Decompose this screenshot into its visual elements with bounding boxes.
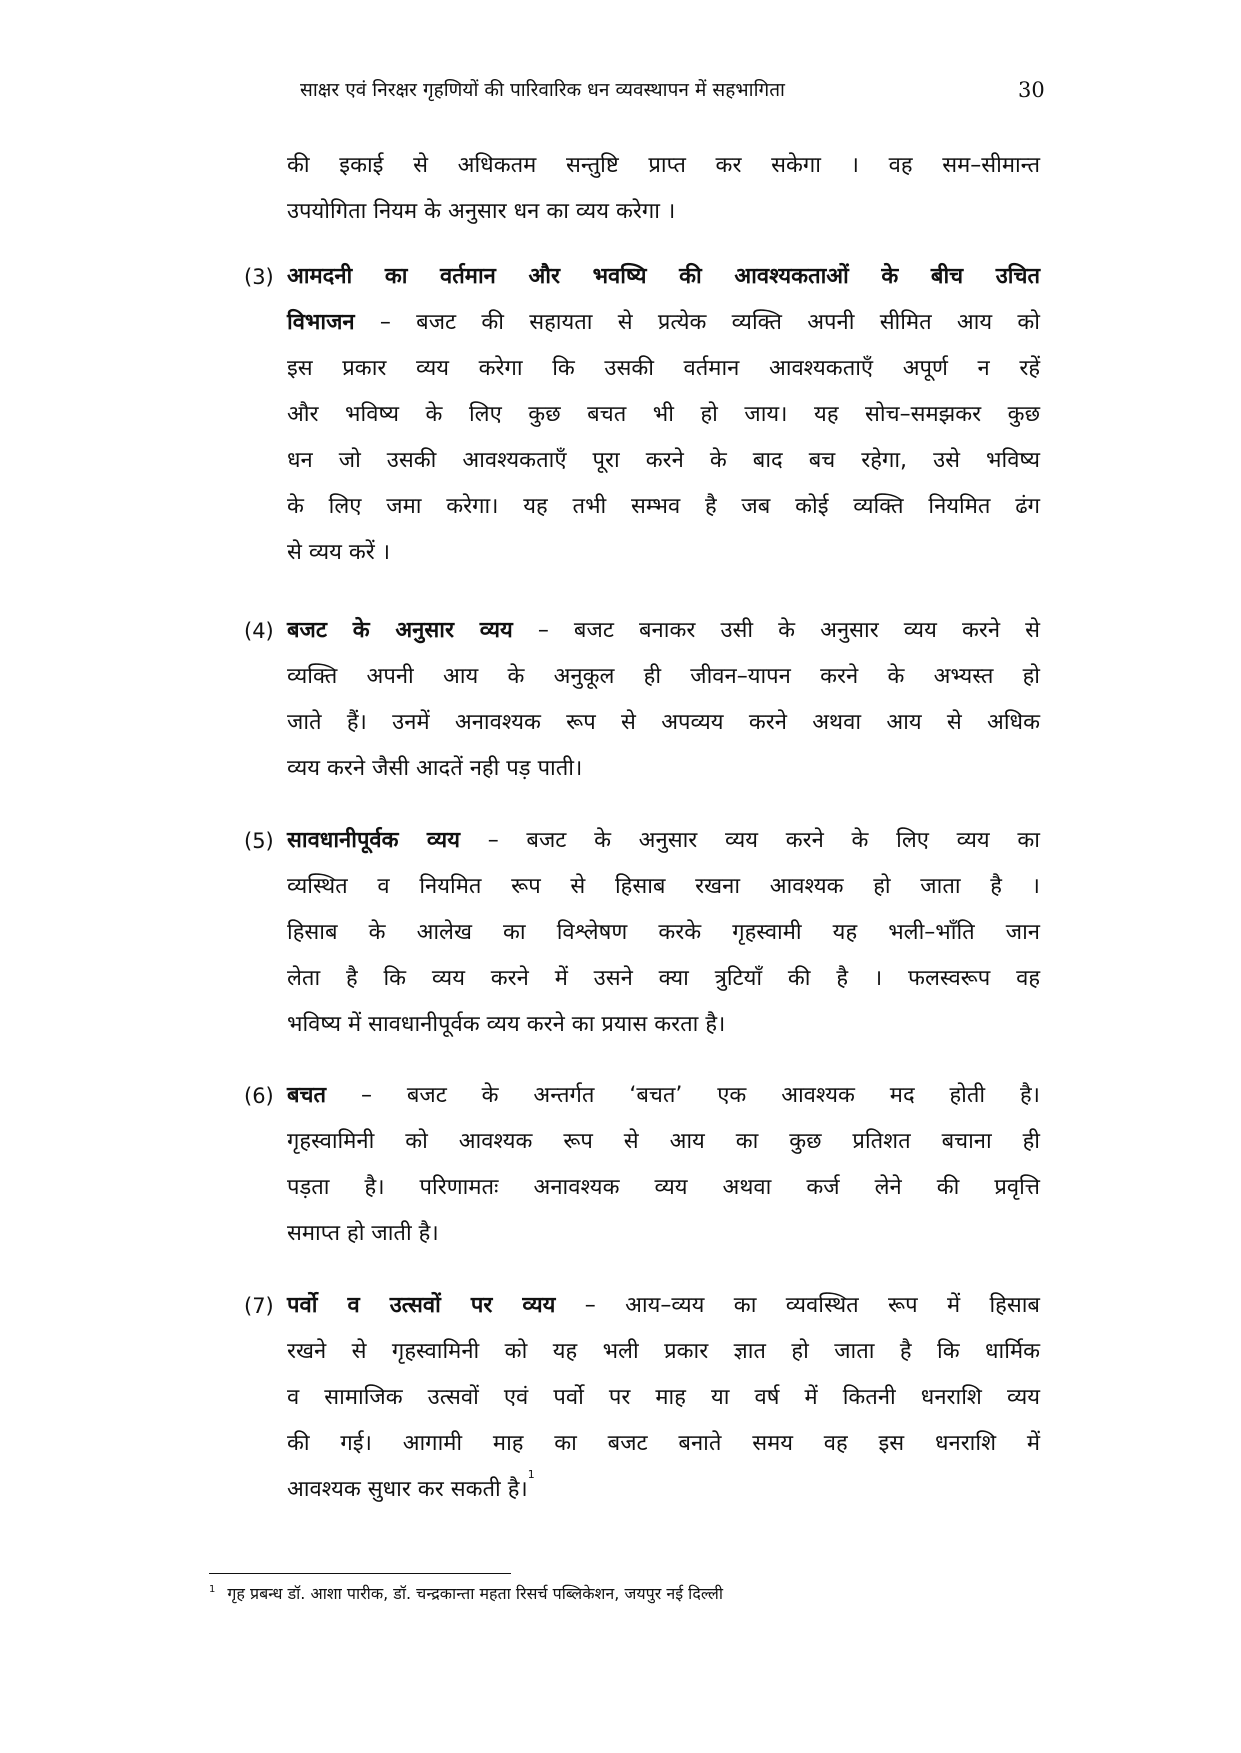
section-number: (4) bbox=[244, 619, 274, 643]
paragraph-line bbox=[287, 818, 1040, 864]
paragraph-line: पड़ता है। परिणामतः अनावश्यक व्यय अथवा कर्ज लेने की प्रवृत्ति bbox=[287, 1175, 1040, 1200]
section-heading-text: आमदनी का वर्तमान और भवष्यि की आवश्यकताओं के बीच उचित bbox=[287, 264, 1040, 289]
paragraph-line: व सामाजिक उत्सवों एवं पर्वो पर माह या वर्ष में कितनी धनराशि व्यय bbox=[287, 1385, 1040, 1410]
paragraph-line: उपयोगिता नियम के अनुसार धन का व्यय करेगा । bbox=[287, 199, 676, 224]
section-heading-text: बजट के अनुसार व्यय bbox=[287, 618, 513, 643]
section-heading-text: सावधानीपूर्वक व्यय bbox=[287, 828, 460, 853]
footnote-marker: 1 bbox=[209, 1584, 216, 1595]
paragraph-line bbox=[287, 1283, 1040, 1329]
section-heading-cont: विभाजन bbox=[287, 310, 355, 335]
paragraph-line bbox=[287, 300, 1040, 346]
paragraph-line bbox=[287, 1073, 1040, 1119]
paragraph-line: धन जो उसकी आवश्यकताएँ पूरा करने के बाद बच रहेगा, उसे भविष्य bbox=[287, 448, 1040, 473]
section-number: (3) bbox=[244, 265, 274, 289]
paragraph-line: गृहस्वामिनी को आवश्यक रूप से आय का कुछ प्रतिशत बचाना ही bbox=[287, 1129, 1040, 1154]
paragraph-line: से व्यय करें । bbox=[287, 540, 391, 565]
section-number: (5) bbox=[244, 829, 274, 853]
paragraph-line-text: – बजट बनाकर उसी के अनुसार व्यय करने से bbox=[512, 618, 1041, 643]
paragraph-line-text: – बजट के अन्तर्गत ‘बचत’ एक आवश्यक मद होती है। bbox=[326, 1083, 1040, 1108]
paragraph-line bbox=[287, 1467, 1040, 1513]
paragraph-line: लेता है कि व्यय करने में उसने क्या त्रुटियाँ की है । फलस्वरूप वह bbox=[287, 966, 1040, 991]
footnote-text: गृह प्रबन्ध डॉ. आशा पारीक, डॉ. चन्द्रकान्ता महता रिसर्च पब्लिकेशन, जयपुर नई दिल्ली bbox=[227, 1584, 724, 1603]
paragraph-line bbox=[287, 608, 1040, 654]
paragraph-line: की गई। आगामी माह का बजट बनाते समय वह इस धनराशि में bbox=[287, 1431, 1040, 1456]
section-heading-text: बचत bbox=[287, 1083, 327, 1108]
header-title: साक्षर एवं निरक्षर गृहणियों की पारिवारिक धन व्यवस्थापन में सहभागिता bbox=[300, 79, 785, 101]
footnote bbox=[209, 1579, 1109, 1609]
paragraph-line: हिसाब के आलेख का विश्लेषण करके गृहस्वामी यह भली–भाँति जान bbox=[287, 920, 1040, 945]
running-header bbox=[0, 70, 1241, 110]
paragraph-line: जाते हैं। उनमें अनावश्यक रूप से अपव्यय करने अथवा आय से अधिक bbox=[287, 710, 1040, 735]
paragraph-line-text: – बजट के अनुसार व्यय करने के लिए व्यय का bbox=[459, 828, 1040, 853]
paragraph-line: और भविष्य के लिए कुछ बचत भी हो जाय। यह सोच–समझकर कुछ bbox=[287, 402, 1040, 427]
paragraph-line: रखने से गृहस्वामिनी को यह भली प्रकार ज्ञात हो जाता है कि धार्मिक bbox=[287, 1339, 1040, 1364]
paragraph-line: की इकाई से अधिकतम सन्तुष्टि प्राप्त कर सकेगा । वह सम–सीमान्त bbox=[287, 153, 1040, 178]
paragraph-line-text: आवश्यक सुधार कर सकती है। bbox=[287, 1477, 528, 1502]
paragraph-line: भविष्य में सावधानीपूर्वक व्यय करने का प्रयास करता है। bbox=[287, 1012, 726, 1037]
section-number: (6) bbox=[244, 1084, 274, 1108]
section-heading bbox=[287, 254, 1040, 300]
paragraph-line-text: – आय–व्यय का व्यवस्थित रूप में हिसाब bbox=[555, 1293, 1040, 1318]
paragraph-line: इस प्रकार व्यय करेगा कि उसकी वर्तमान आवश्यकताएँ अपूर्ण न रहें bbox=[287, 356, 1040, 381]
section-number: (7) bbox=[244, 1294, 274, 1318]
paragraph-line: व्यक्ति अपनी आय के अनुकूल ही जीवन–यापन करने के अभ्यस्त हो bbox=[287, 664, 1040, 689]
paragraph-line: व्यय करने जैसी आदतें नही पड़ पाती। bbox=[287, 756, 583, 781]
page-number: 30 bbox=[1018, 78, 1045, 102]
footnote-divider bbox=[209, 1573, 511, 1574]
paragraph-line: के लिए जमा करेगा। यह तभी सम्भव है जब कोई व्यक्ति नियमित ढंग bbox=[287, 494, 1040, 519]
footnote-reference[interactable]: 1 bbox=[527, 1468, 535, 1481]
paragraph-line: व्यस्थित व नियमित रूप से हिसाब रखना आवश्यक हो जाता है । bbox=[287, 874, 1040, 899]
paragraph-line-text: – बजट की सहायता से प्रत्येक व्यक्ति अपनी सीमित आय को bbox=[354, 310, 1040, 335]
section-heading-text: पर्वो व उत्सवों पर व्यय bbox=[287, 1293, 556, 1318]
paragraph-line: समाप्त हो जाती है। bbox=[287, 1221, 439, 1246]
